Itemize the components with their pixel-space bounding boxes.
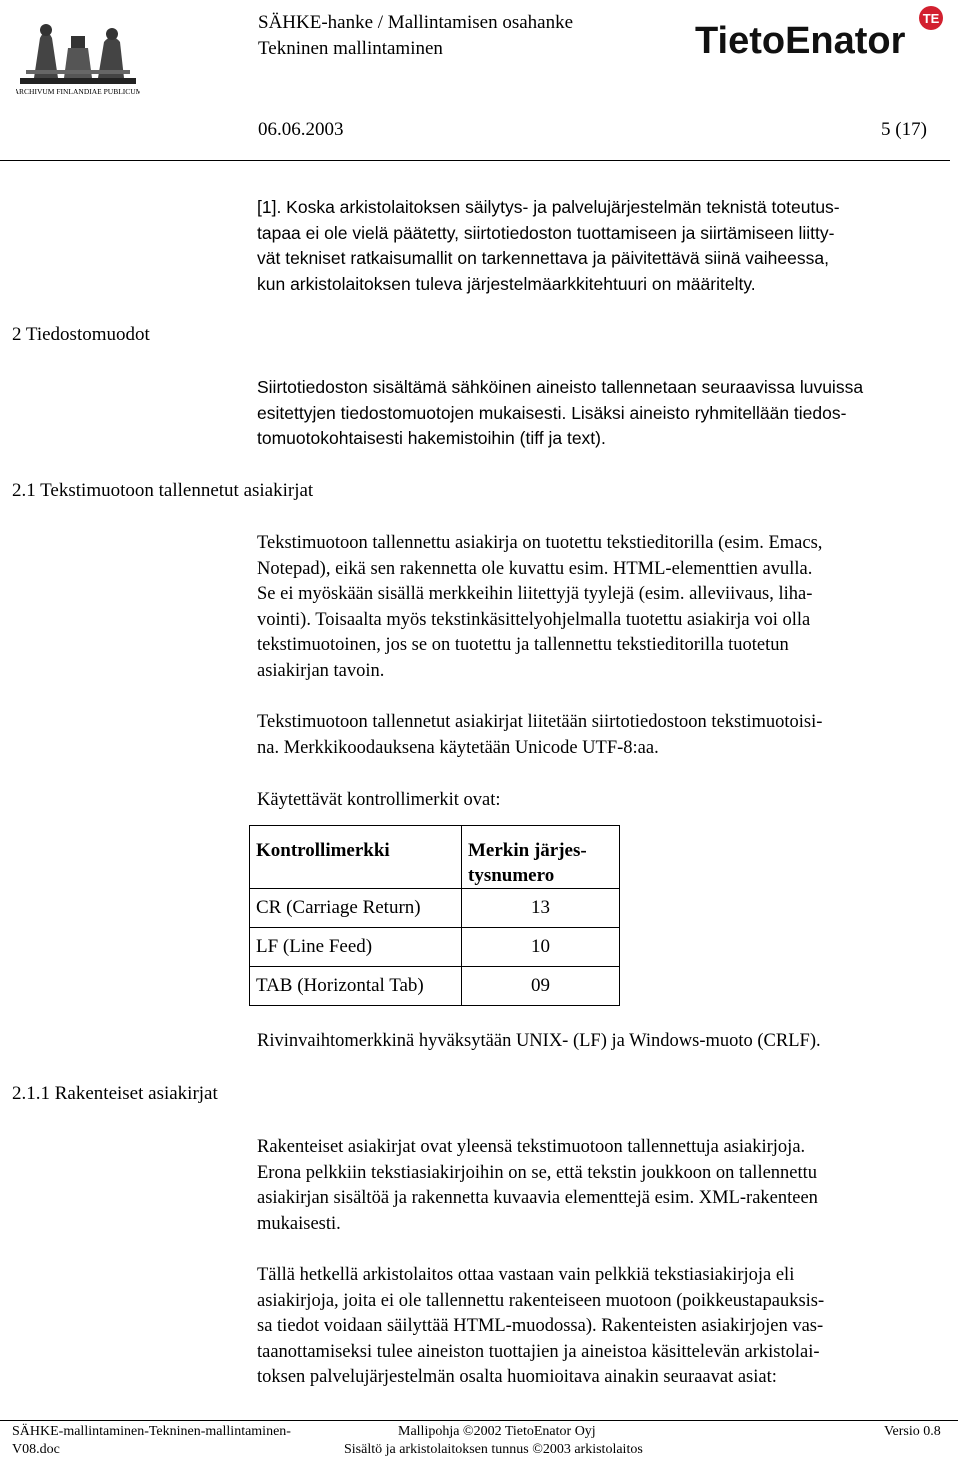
text-line: Siirtotiedoston sisältämä sähköinen aineisto tallennetaan seuraavissa luvuissa: [257, 377, 864, 397]
paragraph-file-formats: [257, 375, 947, 452]
heading-2-1: 2.1 Tekstimuotoon tallennetut asiakirjat: [12, 480, 314, 501]
text-line: Tekstimuotoon tallennettu asiakirja on tuotettu tekstieditorilla (esim. Emacs,: [257, 533, 823, 553]
tietoenator-logo: [695, 5, 945, 61]
control-char-name: LF (Line Feed): [250, 928, 462, 967]
brand-badge: TE: [922, 11, 940, 26]
text-line: mukaisesti.: [257, 1213, 341, 1234]
text-line: kun arkistolaitoksen tuleva järjestelmäarkkitehtuuri on määritelty.: [257, 273, 756, 294]
table-header-row: [250, 826, 620, 889]
header-line: tysnumero: [468, 865, 555, 886]
footer-template: Mallipohja ©2002 TietoEnator Oyj: [398, 1424, 596, 1439]
control-char-number: 10: [462, 928, 620, 967]
heading-2-1-1: 2.1.1 Rakenteiset asiakirjat: [12, 1083, 218, 1104]
text-line: [1]. Koska arkistolaitoksen säilytys- ja palvelujärjestelmän teknistä toteutus-: [257, 197, 840, 217]
footer-divider: [0, 1420, 958, 1421]
control-char-number: 13: [462, 889, 620, 928]
text-line: na. Merkkikoodauksena käytetään Unicode UTF-8:aa.: [257, 737, 659, 758]
paragraph-current-practice: [257, 1263, 947, 1391]
text-line: asiakirjan tavoin.: [257, 660, 385, 681]
paragraph-intro: [257, 195, 947, 297]
text-line: esitettyjen tiedostomuotojen mukaisesti. Lisäksi aineisto ryhmitellään tiedos-: [257, 402, 847, 423]
text-line: asiakirjan sisältöä ja rakennetta kuvaavia elementtejä esim. XML-rakenteen: [257, 1188, 818, 1208]
column-header-control-char: Kontrollimerkki: [250, 826, 462, 889]
heading-2: 2 Tiedostomuodot: [12, 324, 150, 345]
footer-content-rights: Sisältö ja arkistolaitoksen tunnus ©2003 arkistolaitos: [344, 1442, 643, 1457]
header-line: Merkin järjes-: [468, 840, 587, 861]
text-line: toksen palvelujärjestelmän osalta huomioitava ainakin seuraavat asiat:: [257, 1367, 777, 1387]
table-row: [250, 928, 620, 967]
paragraph-encoding: [257, 710, 947, 761]
project-title: SÄHKE-hanke / Mallintamisen osahanke: [258, 12, 574, 33]
project-subtitle: Tekninen mallintaminen: [258, 38, 443, 59]
control-char-name: TAB (Horizontal Tab): [250, 967, 462, 1006]
footer-version: Versio 0.8: [884, 1424, 941, 1439]
text-line: taanottamiseksi tulee aineiston tuottajien ja aineistoa käsittelevän arkistolai-: [257, 1341, 820, 1362]
paragraph-text-documents: [257, 531, 947, 684]
paragraph-structured-docs: [257, 1135, 947, 1237]
control-char-name: CR (Carriage Return): [250, 889, 462, 928]
seal-lettering: ARCHIVUM FINLANDIAE PUBLICUM: [16, 87, 140, 96]
text-line: Tekstimuotoon tallennetut asiakirjat liitetään siirtotiedostoon tekstimuotoisi-: [257, 712, 823, 732]
text-line: Tällä hetkellä arkistolaitos ottaa vastaan vain pelkkiä tekstiasiakirjoja eli: [257, 1265, 795, 1285]
table-row: [250, 889, 620, 928]
header-divider: [0, 160, 950, 161]
control-characters-table: [249, 825, 620, 1006]
text-line: Käytettävät kontrollimerkit ovat:: [257, 790, 501, 810]
paragraph-line-breaks: [257, 1029, 947, 1055]
text-line: tomuotokohtaisesti hakemistoihin (tiff ja text).: [257, 428, 606, 448]
text-line: Erona pelkkiin tekstiasiakirjoihin on se, että tekstin joukkoon on tallennettu: [257, 1162, 818, 1183]
footer-filename: SÄHKE-mallintaminen-Tekninen-mallintaminen-: [12, 1424, 291, 1439]
archive-seal-logo: [16, 8, 140, 98]
brand-wordmark: TietoEnator: [695, 20, 906, 61]
paragraph-control-intro: [257, 788, 947, 814]
document-date: 06.06.2003: [258, 119, 344, 140]
footer-filename-cont: V08.doc: [12, 1442, 60, 1457]
text-line: sa tiedot voidaan säilyttää HTML-muodossa). Rakenteisten asiakirjojen vas-: [257, 1316, 824, 1336]
text-line: vät tekniset ratkaisumallit on tarkennettava ja päivitettävä siinä vaiheessa,: [257, 248, 829, 268]
page-number: 5 (17): [881, 119, 927, 140]
text-line: Rakenteiset asiakirjat ovat yleensä tekstimuotoon tallennettuja asiakirjoja.: [257, 1137, 806, 1157]
text-line: Se ei myöskään sisällä merkkeihin liitettyjä tyylejä (esim. alleviivaus, liha-: [257, 584, 813, 604]
text-line: Rivinvaihtomerkkinä hyväksytään UNIX- (LF) ja Windows-muoto (CRLF).: [257, 1031, 821, 1051]
text-line: tekstimuotoinen, jos se on tuotettu ja tallennettu tekstieditorilla tuotetun: [257, 635, 789, 655]
table-row: [250, 967, 620, 1006]
text-line: vointi). Toisaalta myös tekstinkäsittelyohjelmalla tuotettu asiakirja voi olla: [257, 609, 811, 630]
control-char-number: 09: [462, 967, 620, 1006]
text-line: Notepad), eikä sen rakennetta ole kuvattu esim. HTML-elementtien avulla.: [257, 558, 813, 579]
text-line: asiakirjoja, joita ei ole tallennettu rakenteiseen muotoon (poikkeustapauksis-: [257, 1290, 825, 1311]
column-header-number: [462, 826, 620, 889]
text-line: tapaa ei ole vielä päätetty, siirtotiedoston tuottamiseen ja siirtämiseen liitty-: [257, 222, 835, 243]
